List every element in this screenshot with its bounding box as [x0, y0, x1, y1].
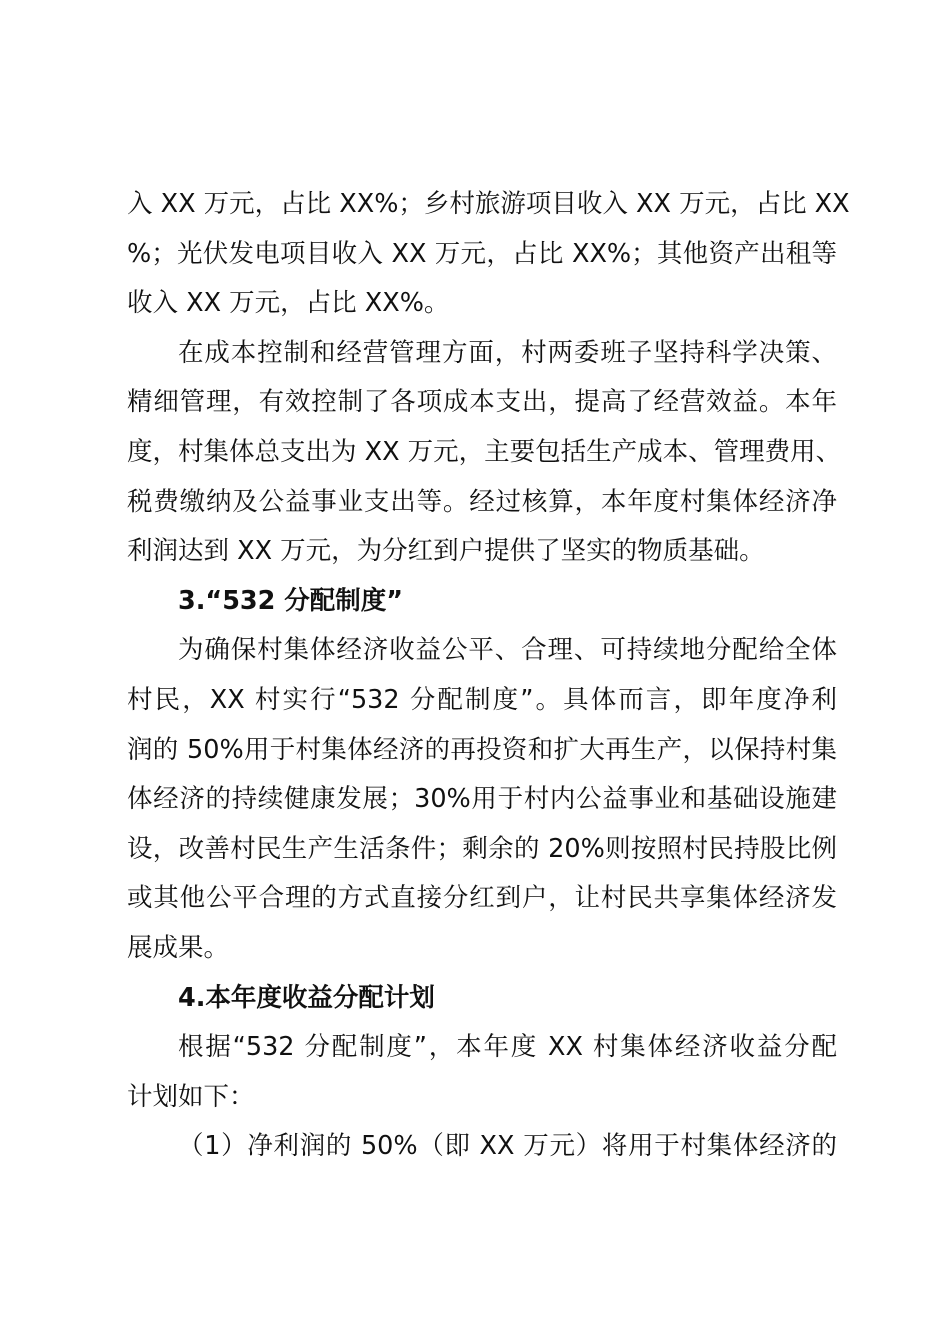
paragraph-line: 计划如下：	[127, 1081, 255, 1112]
paragraph-line: （1）净利润的 50%（即 XX 万元）将用于村集体经济的	[178, 1131, 837, 1162]
paragraph-line: 入 XX 万元，占比 XX%；乡村旅游项目收入 XX 万元，占比 XX	[127, 189, 850, 219]
paragraph-line: 在成本控制和经营管理方面，村两委班子坚持科学决策、	[178, 337, 837, 368]
paragraph-line: 税费缴纳及公益事业支出等。经过核算，本年度村集体经济净	[127, 486, 837, 517]
paragraph-line: 润的 50%用于村集体经济的再投资和扩大再生产，以保持村集	[127, 734, 837, 765]
paragraph-line: 为确保村集体经济收益公平、合理、可持续地分配给全体	[178, 635, 837, 666]
paragraph-line: 展成果。	[127, 932, 230, 963]
paragraph-line: 收入 XX 万元，占比 XX%。	[127, 288, 450, 319]
paragraph-line: 利润达到 XX 万元，为分红到户提供了坚实的物质基础。	[127, 536, 765, 567]
paragraph-line: %；光伏发电项目收入 XX 万元，占比 XX%；其他资产出租等	[127, 238, 837, 269]
paragraph-line: 体经济的持续健康发展；30%用于村内公益事业和基础设施建	[127, 784, 837, 815]
section-heading: 4.本年度收益分配计划	[178, 982, 435, 1013]
paragraph-line: 或其他公平合理的方式直接分红到户，让村民共享集体经济发	[127, 883, 837, 914]
paragraph-line: 度，村集体总支出为 XX 万元，主要包括生产成本、管理费用、	[127, 436, 842, 467]
paragraph-line: 精细管理，有效控制了各项成本支出，提高了经营效益。本年	[127, 387, 837, 418]
section-heading: 3.“532 分配制度”	[178, 585, 404, 616]
paragraph-line: 设，改善村民生产生活条件；剩余的 20%则按照村民持股比例	[127, 833, 837, 864]
paragraph-line: 村民，XX 村实行“532 分配制度”。具体而言，即年度净利	[127, 684, 837, 715]
paragraph-line: 根据“532 分配制度”，本年度 XX 村集体经济收益分配	[178, 1032, 837, 1063]
document-page	[127, 180, 850, 1172]
